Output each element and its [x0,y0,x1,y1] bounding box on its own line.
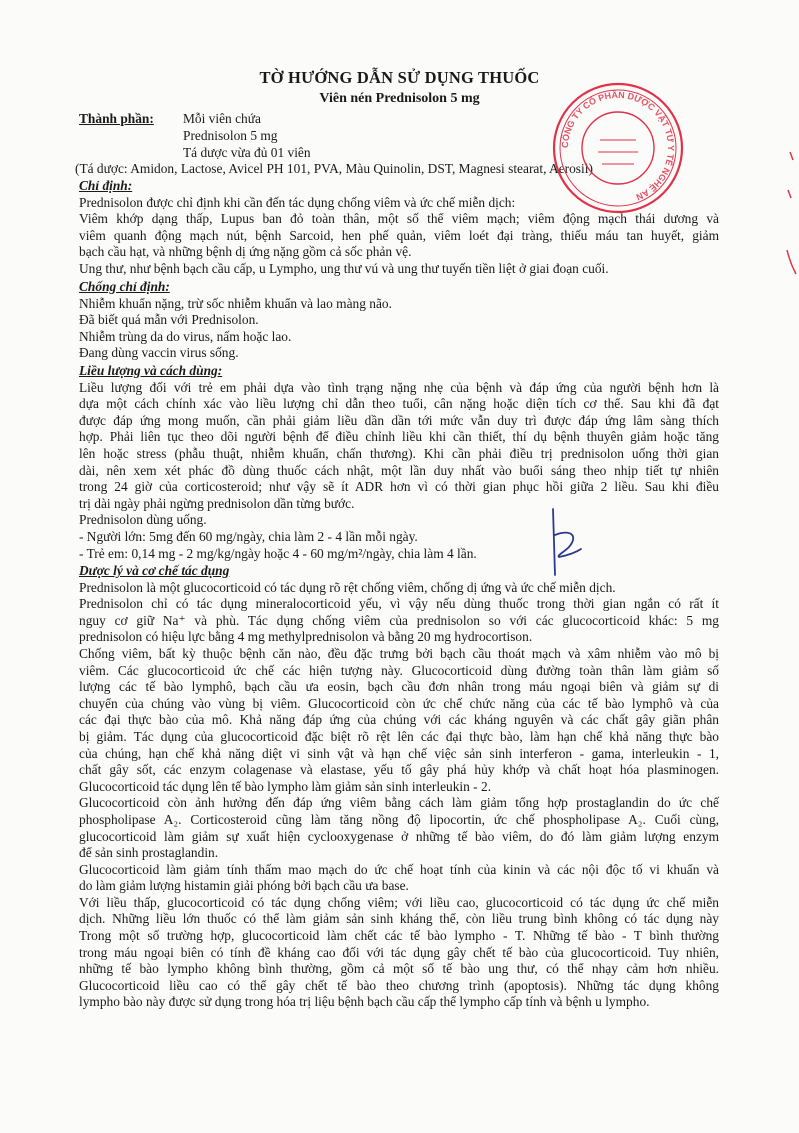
svg-text:CÔNG TY CỔ PHẦN DƯỢC VẬT TƯ Y: CÔNG TY CỔ PHẦN DƯỢC VẬT TƯ Y TẾ NGHỆ AN [559,89,677,203]
dosage-line: - Người lớn: 5mg đến 60 mg/ngày, chia làm 2 - 4 lần mỗi ngày. [79,528,418,544]
document-title: TỜ HƯỚNG DẪN SỬ DỤNG THUỐC [259,68,540,87]
dosage-line: - Trẻ em: 0,14 mg - 2 mg/kg/ngày hoặc 4 - 60 mg/m²/ngày, chia làm 4 lần. [79,545,477,561]
pharmacology-line: lượng các tế bào lymphô, bạch cầu ưa eosin, bạch cầu đơn nhân trong máu ngoại biên và giảm sự di [79,679,719,695]
handwritten-signature-icon [535,505,595,585]
indications-line: viêm quanh động mạch nút, bệnh Sarcoid, hen phế quản, viêm loét đại tràng, thiếu máu tan huyết, giảm [79,227,719,243]
pharmacology-line: lympho bào này được sử dụng trong hóa trị liệu bệnh bạch cầu cấp thể lympho cấp tính và bệnh u lympho. [79,994,650,1010]
dosage-line: dài, nên xem xét phác đồ dùng thuốc cách nhật, một lần duy nhất vào buổi sáng theo nhịp tiết tự nhiên [79,462,719,478]
pharmacology-line: viêm. Các glucocorticoid ức chế các hiện tượng này. Glucocorticoid dùng đường toàn thân làm giảm số [79,662,719,678]
dosage-section [79,363,719,562]
dosage-line: trị dài ngày phải ngừng prednisolon dần từng bước. [79,495,355,511]
indications-line: Ung thư, như bệnh bạch cầu cấp, u Lympho, ung thư vú và ung thư tuyến tiền liệt ở giai đoạn cuối. [79,260,609,276]
pharmacology-line: Prednisolon là một glucocorticoid có tác dụng rõ rệt chống viêm, chống dị ứng và ức chế miễn dịch. [79,579,616,595]
pharmacology-section [79,563,719,1011]
pharmacology-line: Glucocorticoid tác dụng lên tế bào lympho làm giảm sản sinh interleukin - 2. [79,778,492,794]
company-seal-stamp-icon [548,78,688,218]
composition-line: Tá dược vừa đủ 01 viên [183,145,311,160]
pharmacology-line: của chúng, hạn chế khả năng diệt vi sinh vật và hạn chế việc sản sinh interferon - gama, interleukin - 1, [79,745,719,761]
pharmacology-line: do làm giảm lượng histamin giải phóng bởi bạch cầu ưa base. [79,878,409,894]
pharmacology-line: các đại thực bào của mô. Khả năng đáp ứng của chúng với các kháng nguyên và các chất gây giãn phân [79,712,719,728]
pharmacology-line: Trong một số trường hợp, glucocorticoid làm chết các tế bào lympho - T. Những tế bào - T bình thường [79,928,719,944]
composition-heading: Thành phần: [79,111,154,126]
pharmacology-line: để sản sinh prostaglandin. [79,845,219,861]
pharmacology-line: Chống viêm, bất kỳ thuộc bệnh căn nào, đều đặc trưng bởi bạch cầu thoát mạch và xâm nhiễm vào mô bị [79,645,719,661]
composition-line: Mỗi viên chứa [183,111,261,126]
dosage-heading: Liều lượng và cách dùng: [79,363,223,378]
document-subtitle: Viên nén Prednisolon 5 mg [319,91,480,106]
pharmacology-line: những tế bào lympho không bình thường, gồm cả một số tế bào ung thư, có thể nhạy cảm hơn nhiều. [79,961,719,977]
dosage-line: trong 24 giờ của corticosteroid; như vậy sẽ ít ADR hơn vì có thời gian phục hồi giữa 2 liều. Sau khi điều [79,479,719,495]
indications-line: Viêm khớp dạng thấp, Lupus ban đỏ toàn thân, một số thể viêm mạch; viêm động mạch thái dương và [79,211,719,227]
pharmacology-line: glucocorticoid làm giảm sự xuất hiện cyclooxygenase ở những tế bào viêm, do đó làm giảm lượng enzym [79,828,719,844]
contraindications-line: Nhiễm khuẩn nặng, trừ sốc nhiễm khuẩn và lao màng não. [79,295,392,311]
contraindications-line: Nhiễm trùng da do virus, nấm hoặc lao. [79,328,292,344]
pharmacology-line: Prednisolon chỉ có tác dụng mineralocorticoid yếu, vì vậy nếu dùng thuốc trong thời gian ngắn có rất ít [79,596,719,612]
indications-heading: Chỉ định: [79,178,133,193]
pharmacology-line: Glucocorticoid làm giảm tính thấm mao mạch do ức chế hoạt tính của kinin và các nội độc tố vi khuẩn và [79,861,719,877]
dosage-line: lên hoặc stress (phẫu thuật, nhiễm khuẩn, chấn thương). Khi cần phải điều trị prednisolon uống thời gian [79,445,719,461]
dosage-line: dựa một cách chính xác vào liều lượng chỉ dẫn theo tuổi, cân nặng hoặc diện tích cơ thể. Sau khi đã đạt [79,396,719,412]
indications-line: bạch cầu hạt, và những bệnh dị ứng nặng gồm cả sốc phản vệ. [79,244,412,260]
pharmacology-line: chuyển của chúng vào vùng bị viêm. Glucocorticoid còn ức chế chức năng của các tế bào lymphô và của [79,695,719,711]
pharmacology-line: prednisolon có hiệu lực bằng 4 mg methylprednisolon và bằng 20 mg hydrocortison. [79,629,533,645]
pharmacology-line: phospholipase A₂. Corticosteroid cũng làm tăng nồng độ lipocortin, ức chế phospholipase A₂. Cuối cùng, [79,811,719,827]
pharmacology-line: Glucocorticoid còn ảnh hưởng đến đáp ứng viêm bằng cách làm giảm tổng hợp prostaglandin do ức chế [79,795,719,811]
dosage-line: được đáp ứng mong muốn, cần phải giảm liều dần dần tới mức vẫn duy trì được đáp ứng lâm sàng thích [79,412,719,428]
contraindications-line: Đã biết quá mẫn với Prednisolon. [79,312,259,328]
dosage-line: hợp. Phải liên tục theo dõi người bệnh để điều chỉnh liều khi cần thiết, thí dụ bệnh thuyên giảm hoặc tăng [79,429,719,445]
contraindications-heading: Chống chỉ định: [79,279,170,294]
dosage-line: Prednisolon dùng uống. [79,512,207,528]
pharmacology-line: Với liều thấp, glucocorticoid có tác dụng chống viêm; với liều cao, glucocorticoid có tác dụng ức chế miễn [79,894,719,910]
indications-line: Prednisolon được chỉ định khi cần đến tác dụng chống viêm và ức chế miễn dịch: [79,194,516,210]
pharmacology-line: trong máu ngoại biên có tính đề kháng cao đối với tác dụng gây chết tế bào của glucocorticoid. Tuy nhiên, [79,944,719,960]
contraindications-section [79,279,719,362]
pharmacology-line: bị giảm. Tác dụng của glucocorticoid đặc biệt rõ rệt lên các đại thực bào, làm hạn chế khả năng thực bào [79,728,719,744]
edge-ink-mark-icon [784,150,798,280]
pharmacology-line: chất gây sốt, các enzym colagenase và elastase, yếu tố gây phá hủy khớp và chất hoạt hóa plasminogen. [79,762,719,778]
composition-line: Prednisolon 5 mg [183,128,278,143]
pharmacology-heading: Dược lý và cơ chế tác dụng [79,563,230,578]
pharmacology-line: dịch. Những liều lớn thuốc có thể làm giảm sản sinh kháng thể, còn liều trung bình không có tác dụng này [79,911,719,927]
pharmacology-line: Glucocorticoid liều cao có thể gây chết tế bào theo chương trình (apoptosis). Những tác dụng không [79,977,719,993]
dosage-line: Liều lượng đối với trẻ em phải dựa vào tình trạng nặng nhẹ của bệnh và đáp ứng của người bệnh hơn là [79,379,719,395]
excipients-line: (Tá dược: Amidon, Lactose, Avicel PH 101, PVA, Màu Quinolin, DST, Magnesi stearat, Aerosil) [75,161,593,176]
pharmacology-line: nguy cơ giữ Na⁺ và phù. Tác dụng chống viêm của prednisolon so với các glucocorticoid khác: 5 mg [79,612,719,628]
contraindications-line: Đang dùng vaccin virus sống. [79,345,239,361]
